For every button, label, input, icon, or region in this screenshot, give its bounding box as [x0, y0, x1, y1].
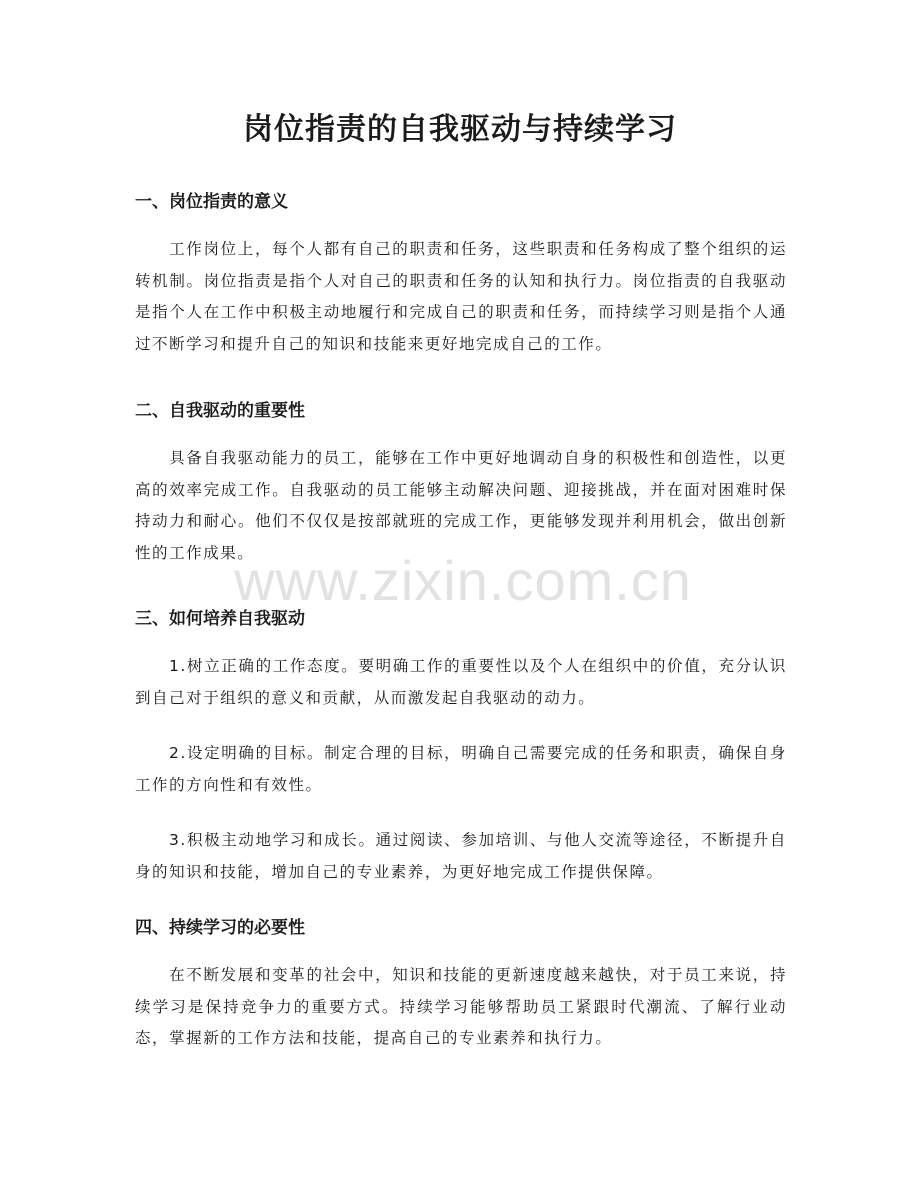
page-title: 岗位指责的自我驱动与持续学习: [243, 112, 677, 147]
section-2-paragraph-1: 具备自我驱动能力的员工，能够在工作中更好地调动自身的积极性和创造性，以更高的效率完成工作。自我驱动的员工能够主动解决问题、迎接挑战，并在面对困难时保持动力和耐心。他们不仅仅是按部就班的完成工作，更能够发现并利用机会，做出创新性的工作成果。: [135, 449, 787, 562]
section-3-paragraph-1: 1.树立正确的工作态度。要明确工作的重要性以及个人在组织中的价值，充分认识到自己对于组织的意义和贡献，从而激发起自我驱动的动力。: [135, 657, 787, 707]
section-heading-1: 一、岗位指责的意义: [135, 192, 288, 212]
watermark: www.zixin.com.cn: [234, 549, 692, 612]
section-heading-4: 四、持续学习的必要性: [135, 918, 305, 938]
section-3-paragraph-2: 2.设定明确的目标。制定合理的目标，明确自己需要完成的任务和职责，确保自身工作的方向性和有效性。: [135, 744, 787, 794]
section-heading-2: 二、自我驱动的重要性: [135, 401, 305, 421]
section-1-paragraph-1: 工作岗位上，每个人都有自己的职责和任务，这些职责和任务构成了整个组织的运转机制。岗位指责是指个人对自己的职责和任务的认知和执行力。岗位指责的自我驱动是指个人在工作中积极主动地履行和完成自己的职责和任务，而持续学习则是指个人通过不断学习和提升自己的知识和技能来更好地完成自己的工作。: [135, 240, 787, 353]
section-heading-3: 三、如何培养自我驱动: [135, 609, 305, 629]
section-4-paragraph-1: 在不断发展和变革的社会中，知识和技能的更新速度越来越快，对于员工来说，持续学习是保持竞争力的重要方式。持续学习能够帮助员工紧跟时代潮流、了解行业动态，掌握新的工作方法和技能，提高自己的专业素养和执行力。: [135, 966, 787, 1047]
section-3-paragraph-3: 3.积极主动地学习和成长。通过阅读、参加培训、与他人交流等途径，不断提升自身的知识和技能，增加自己的专业素养，为更好地完成工作提供保障。: [135, 831, 787, 881]
